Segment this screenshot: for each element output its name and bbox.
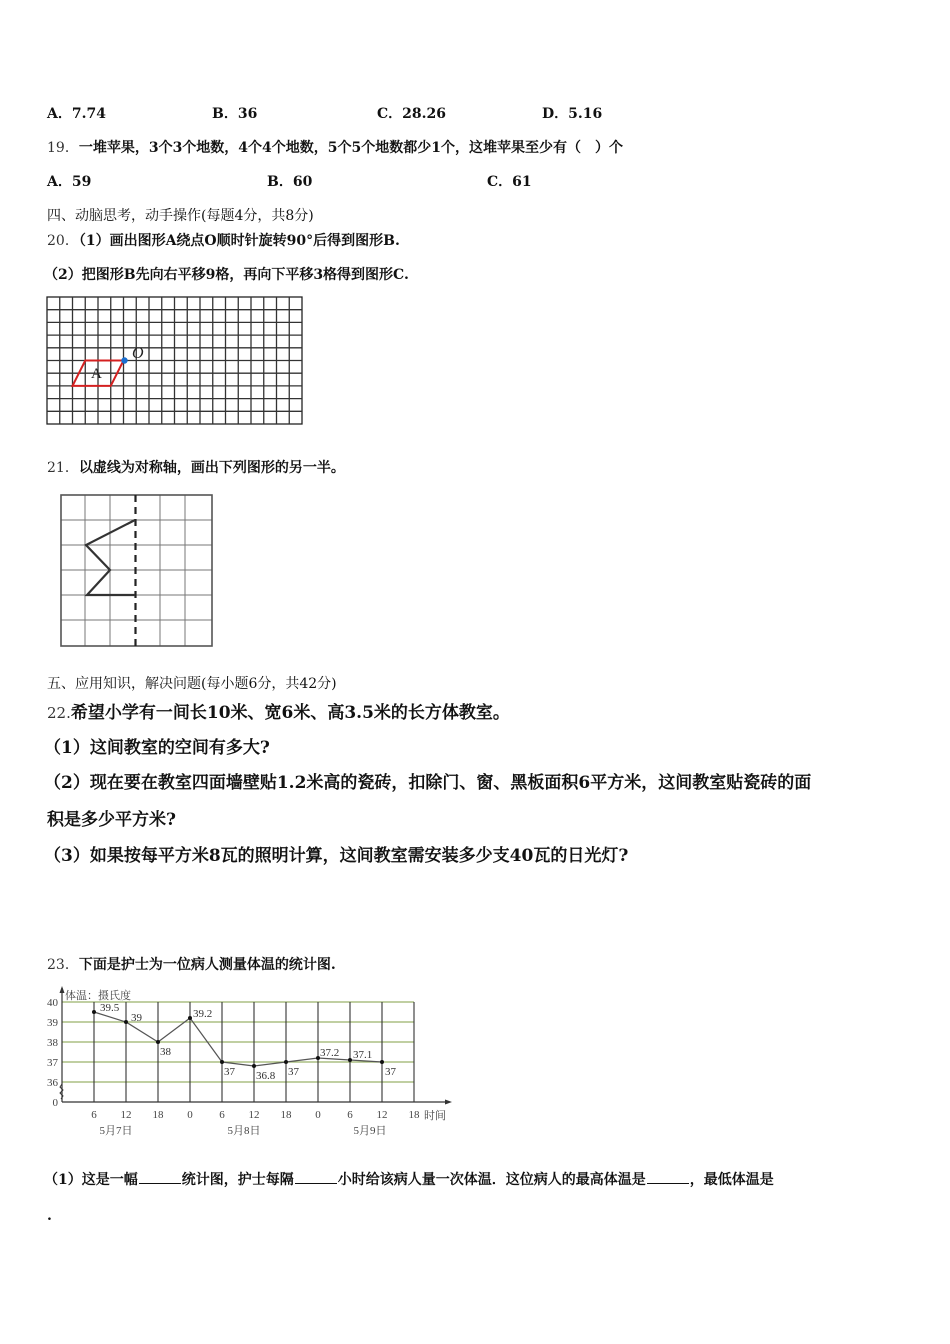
q20-grid-figure[interactable] bbox=[46, 296, 304, 426]
svg-text:37.2: 37.2 bbox=[320, 1047, 340, 1059]
part1-text-a: （1）这是一幅 bbox=[44, 1172, 138, 1188]
option-value: 7.74 bbox=[71, 106, 106, 122]
q18-option-a bbox=[47, 103, 106, 123]
q23-part1 bbox=[44, 1169, 774, 1189]
svg-text:0: 0 bbox=[187, 1109, 193, 1121]
temperature-line-chart bbox=[44, 984, 464, 1140]
svg-text:6: 6 bbox=[347, 1109, 353, 1121]
question-text: 一堆苹果，3个3个地数，4个4个地数，5个5个地数都少1个，这堆苹果至少有（ ）个 bbox=[78, 140, 624, 156]
question-text: 希望小学有一间长10米、宽6米、高3.5米的长方体教室。 bbox=[70, 703, 510, 723]
q21-question bbox=[47, 457, 345, 477]
svg-text:18: 18 bbox=[280, 1109, 292, 1121]
option-letter: C． bbox=[377, 106, 403, 122]
shape-a-label: A bbox=[91, 366, 102, 382]
x-axis-label: 时间 bbox=[424, 1110, 446, 1122]
option-letter: A． bbox=[47, 174, 72, 190]
svg-text:18: 18 bbox=[408, 1109, 420, 1121]
x-axis-arrow-icon bbox=[445, 1100, 452, 1105]
option-value: 5.16 bbox=[568, 106, 603, 122]
part1-text-d: ，最低体温是 bbox=[689, 1172, 774, 1188]
q19-option-a bbox=[47, 171, 91, 191]
q18-option-d bbox=[542, 103, 602, 123]
svg-text:0: 0 bbox=[52, 1097, 58, 1109]
svg-text:37: 37 bbox=[385, 1066, 396, 1078]
option-value: 60 bbox=[292, 174, 313, 190]
blank-chart-type[interactable] bbox=[139, 1171, 181, 1184]
y-axis-label: 体温：摄氏度 bbox=[65, 990, 131, 1002]
section-5-title: 五、应用知识，解决问题(每小题6分，共42分) bbox=[47, 676, 337, 692]
svg-text:12: 12 bbox=[248, 1109, 260, 1121]
q22-question bbox=[47, 698, 510, 723]
q20-part2: （2）把图形B先向右平移9格，再向下平移3格得到图形C. bbox=[44, 267, 409, 283]
q22-part2-line1: （2）现在要在教室四面墙壁贴1.2米高的瓷砖，扣除门、窗、黑板面积6平方米，这间教室贴瓷砖的面 bbox=[44, 773, 812, 793]
section-4-title: 四、动脑思考，动手操作(每题4分，共8分) bbox=[47, 208, 314, 224]
question-number: 19． bbox=[47, 140, 79, 156]
svg-text:5月8日: 5月8日 bbox=[227, 1125, 261, 1137]
x-tick-labels bbox=[91, 1109, 420, 1121]
blank-interval-hours[interactable] bbox=[295, 1171, 337, 1184]
question-number: 23． bbox=[47, 957, 79, 973]
q18-option-c bbox=[377, 103, 446, 123]
option-letter: B． bbox=[267, 174, 293, 190]
option-letter: D． bbox=[542, 106, 569, 122]
q22-part3: （3）如果按每平方米8瓦的照明计算，这间教室需安装多少支40瓦的日光灯? bbox=[44, 846, 629, 866]
q19-option-c bbox=[487, 171, 532, 191]
svg-text:38: 38 bbox=[47, 1037, 58, 1049]
svg-text:39: 39 bbox=[131, 1012, 142, 1024]
option-value: 59 bbox=[71, 174, 92, 190]
q21-symmetry-grid[interactable] bbox=[58, 492, 218, 650]
option-value: 36 bbox=[237, 106, 258, 122]
point-o-marker bbox=[121, 357, 127, 363]
point-o-label: O bbox=[132, 345, 144, 362]
option-letter: B． bbox=[212, 106, 238, 122]
q22-part2-line2: 积是多少平方米? bbox=[47, 810, 176, 830]
q19-question bbox=[47, 137, 623, 157]
svg-text:6: 6 bbox=[219, 1109, 225, 1121]
blank-highest-temp[interactable] bbox=[647, 1171, 689, 1184]
question-number: 20． bbox=[47, 233, 79, 249]
svg-text:6: 6 bbox=[91, 1109, 97, 1121]
svg-text:37: 37 bbox=[47, 1057, 58, 1069]
svg-text:12: 12 bbox=[120, 1109, 132, 1121]
svg-text:39.2: 39.2 bbox=[193, 1008, 213, 1020]
q23-question bbox=[47, 954, 336, 974]
svg-text:40: 40 bbox=[47, 997, 58, 1009]
q20-part1 bbox=[47, 230, 400, 250]
svg-text:39: 39 bbox=[47, 1017, 58, 1029]
y-axis-arrow-icon bbox=[60, 986, 65, 993]
svg-text:37.1: 37.1 bbox=[353, 1049, 373, 1061]
svg-text:39.5: 39.5 bbox=[100, 1002, 120, 1014]
svg-text:37: 37 bbox=[288, 1066, 299, 1078]
svg-text:0: 0 bbox=[315, 1109, 321, 1121]
horizontal-gridlines bbox=[62, 1002, 414, 1082]
option-letter: A． bbox=[47, 106, 72, 122]
q19-option-b bbox=[267, 171, 312, 191]
y-tick-labels bbox=[47, 997, 59, 1109]
option-value: 28.26 bbox=[402, 106, 446, 122]
svg-text:12: 12 bbox=[376, 1109, 388, 1121]
svg-text:5月7日: 5月7日 bbox=[99, 1125, 133, 1137]
option-letter: C． bbox=[487, 174, 513, 190]
q18-option-b bbox=[212, 103, 257, 123]
option-value: 61 bbox=[512, 174, 532, 190]
svg-text:38: 38 bbox=[160, 1046, 171, 1058]
question-number: 22. bbox=[47, 704, 71, 722]
svg-text:36: 36 bbox=[47, 1077, 58, 1089]
question-number: 21． bbox=[47, 460, 79, 476]
q22-part1: （1）这间教室的空间有多大? bbox=[44, 738, 270, 758]
svg-text:36.8: 36.8 bbox=[256, 1070, 276, 1082]
svg-text:18: 18 bbox=[152, 1109, 164, 1121]
q23-part1-end: . bbox=[47, 1208, 52, 1224]
svg-text:37: 37 bbox=[224, 1066, 235, 1078]
svg-text:5月9日: 5月9日 bbox=[353, 1125, 387, 1137]
question-text: （1）画出图形A绕点O顺时针旋转90°后得到图形B. bbox=[78, 233, 400, 249]
part1-text-b: 统计图，护士每隔 bbox=[181, 1172, 294, 1188]
question-text: 以虚线为对称轴，画出下列图形的另一半。 bbox=[78, 460, 345, 476]
part1-text-c: 小时给该病人量一次体温．这位病人的最高体温是 bbox=[337, 1172, 646, 1188]
date-labels bbox=[100, 1124, 387, 1137]
question-text: 下面是护士为一位病人测量体温的统计图. bbox=[78, 957, 336, 973]
